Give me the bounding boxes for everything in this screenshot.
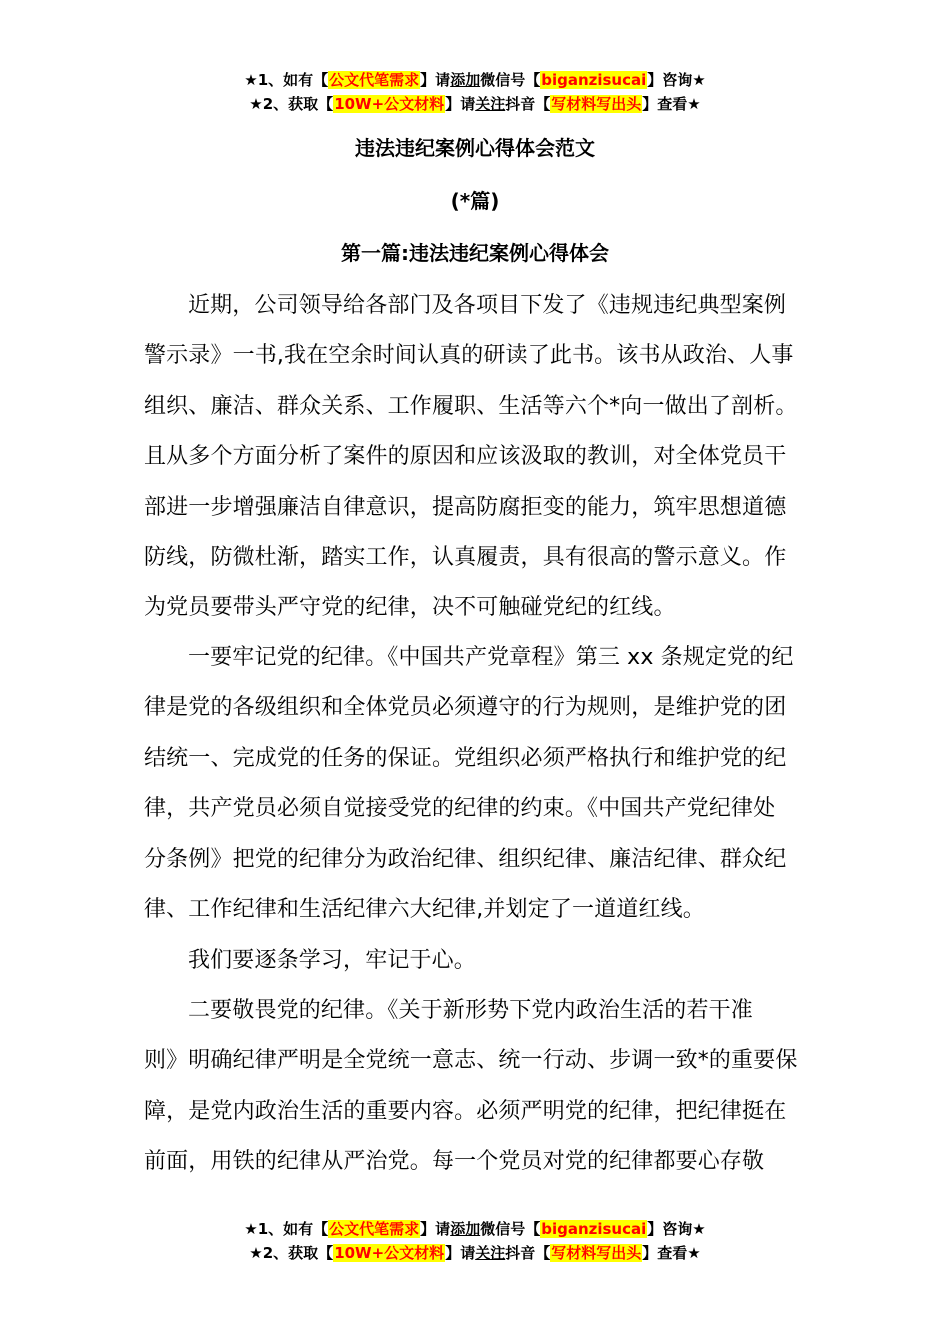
highlight-materials: 10W+公文材料 [334, 1244, 445, 1262]
banner-text: ★2、获取【 [249, 95, 334, 113]
paragraph-line: 部进一步增强廉洁自律意识，提高防腐拒变的能力，筑牢思想道德 [144, 494, 787, 520]
banner-text: 】咨询★ [647, 1220, 706, 1238]
banner-text: 微信号【 [480, 1220, 541, 1238]
paragraph-line: 二要敬畏党的纪律。《关于新形势下党内政治生活的若干准 [188, 998, 753, 1023]
banner-text: ★1、如有【 [244, 1220, 329, 1238]
banner-emphasis: 添加 [450, 1220, 481, 1238]
banner-text: 抖音【 [505, 1244, 551, 1262]
header-banner [0, 68, 950, 116]
paragraph-line: 则》明确纪律严明是全党统一意志、统一行动、步调一致*的重要保 [144, 1048, 798, 1074]
document-title: 违法违纪案例心得体会范文 [355, 136, 595, 160]
paragraph-line: 且从多个方面分析了案件的原因和应该汲取的教训，对全体党员干 [144, 444, 787, 470]
paragraph-line: 为党员要带头严守党的纪律，决不可触碰党纪的红线。 [144, 595, 676, 621]
highlight-service: 公文代笔需求 [329, 1220, 420, 1238]
banner-text: ★2、获取【 [249, 1244, 334, 1262]
banner-text: 】请 [445, 1244, 476, 1262]
banner-text: 】请 [420, 71, 451, 89]
paragraph-4 [144, 986, 809, 1188]
paragraph-line: 律是党的各级组织和全体党员必须遵守的行为规则，是维护党的团 [144, 695, 787, 721]
paragraph-line: 我们要逐条学习，牢记于心。 [188, 948, 476, 973]
banner-text: 微信号【 [480, 71, 541, 89]
highlight-douyin: 写材料写出头 [551, 1244, 642, 1262]
highlight-wechat-id: biganzisucai [541, 1220, 647, 1238]
banner-text: 抖音【 [505, 95, 551, 113]
banner-text: 】查看★ [642, 1244, 701, 1262]
highlight-wechat-id: biganzisucai [541, 71, 647, 89]
banner-text: ★1、如有【 [244, 71, 329, 89]
paragraph-line: 结统一、完成党的任务的保证。党组织必须严格执行和维护党的纪 [144, 745, 787, 771]
banner-line-1 [0, 1217, 950, 1241]
banner-emphasis: 关注 [475, 95, 506, 113]
banner-text: 】查看★ [642, 95, 701, 113]
banner-emphasis: 关注 [475, 1244, 506, 1262]
banner-text: 】请 [445, 95, 476, 113]
highlight-materials: 10W+公文材料 [334, 95, 445, 113]
paragraph-2 [144, 633, 809, 935]
paragraph-1 [144, 281, 809, 634]
paragraph-line: 律、工作纪律和生活纪律六大纪律,并划定了一道道红线。 [144, 896, 705, 922]
banner-line-1 [0, 68, 950, 92]
paragraph-line: 一要牢记党的纪律。《中国共产党章程》第三 xx 条规定党的纪 [188, 645, 794, 670]
banner-line-2 [0, 1241, 950, 1265]
paragraph-3 [144, 936, 809, 986]
paragraph-line: 律，共产党员必须自觉接受党的纪律的约束。《中国共产党纪律处 [144, 796, 776, 822]
banner-line-2 [0, 92, 950, 116]
paragraph-line: 分条例》把党的纪律分为政治纪律、组织纪律、廉洁纪律、群众纪 [144, 846, 787, 872]
paragraph-line: 前面，用铁的纪律从严治党。每一个党员对党的纪律都要心存敬 [144, 1149, 765, 1175]
document-count-note: (*篇) [450, 189, 500, 213]
paragraph-line: 组织、廉洁、群众关系、工作履职、生活等六个*向一做出了剖析。 [144, 393, 798, 419]
paragraph-line: 障，是党内政治生活的重要内容。必须严明党的纪律，把纪律挺在 [144, 1098, 787, 1124]
paragraph-line: 警示录》一书,我在空余时间认真的研读了此书。该书从政治、人事 [144, 343, 794, 369]
footer-banner [0, 1217, 950, 1265]
highlight-douyin: 写材料写出头 [551, 95, 642, 113]
section-title: 第一篇:违法违纪案例心得体会 [341, 241, 609, 265]
banner-text: 】请 [420, 1220, 451, 1238]
highlight-service: 公文代笔需求 [329, 71, 420, 89]
paragraph-line: 防线，防微杜渐，踏实工作，认真履责，具有很高的警示意义。作 [144, 544, 787, 570]
banner-text: 】咨询★ [647, 71, 706, 89]
banner-emphasis: 添加 [450, 71, 481, 89]
paragraph-line: 近期，公司领导给各部门及各项目下发了《违规违纪典型案例 [188, 293, 787, 318]
